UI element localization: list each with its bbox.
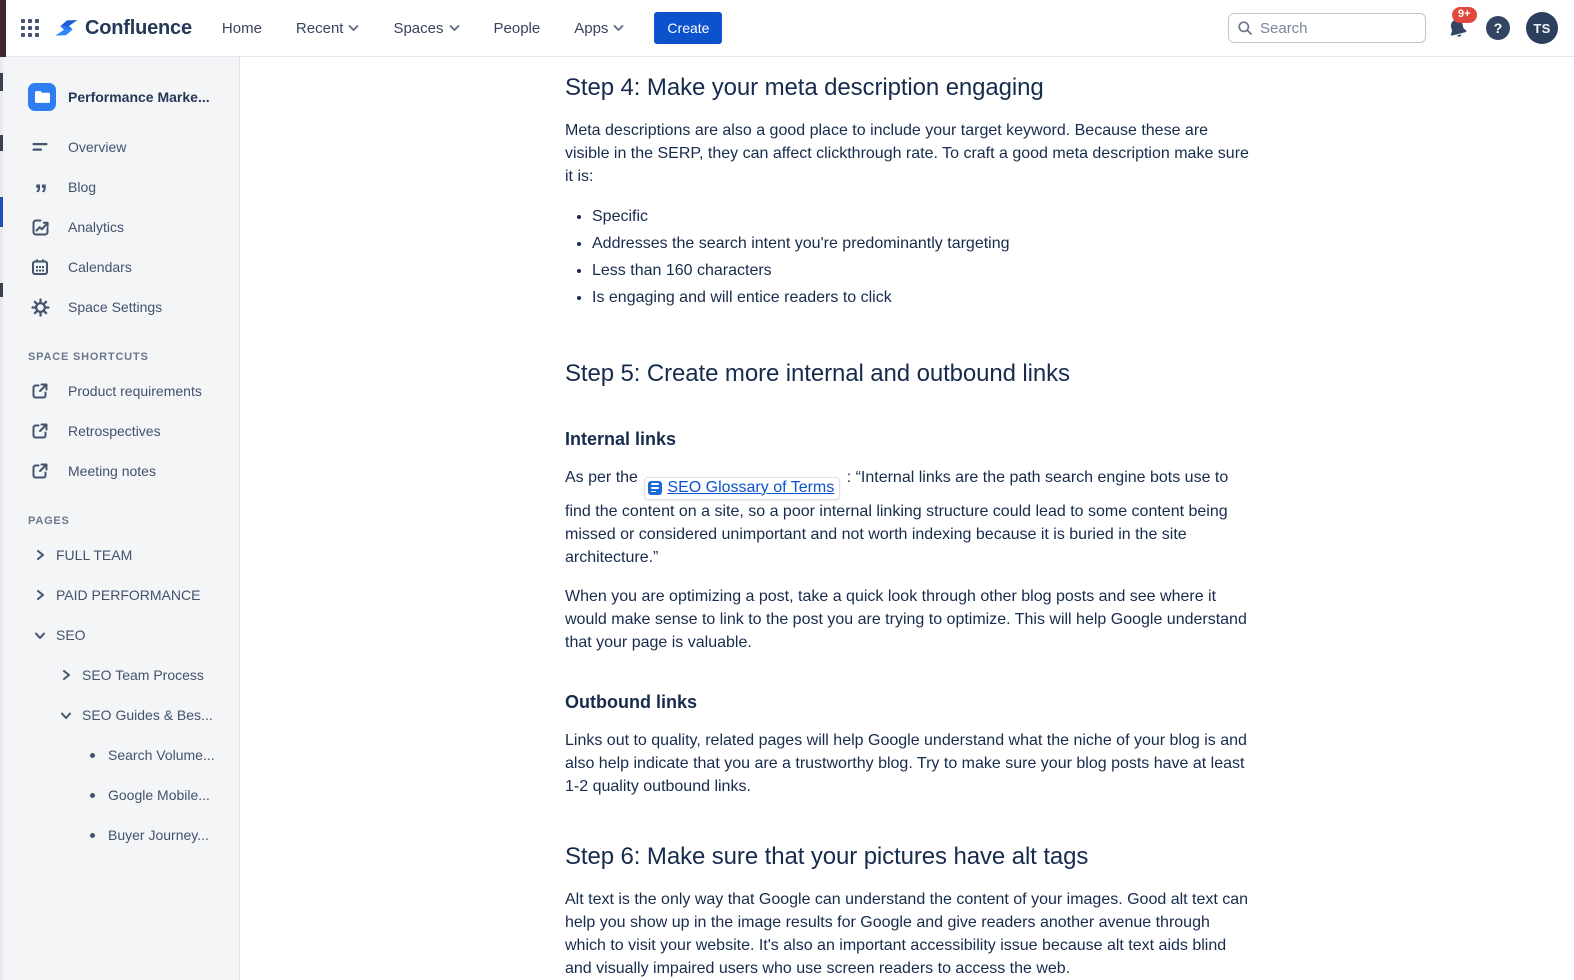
left-edge-fragment — [0, 73, 3, 91]
page-content — [240, 57, 1574, 977]
space-header[interactable] — [0, 83, 239, 111]
avatar-initials: TS — [1533, 20, 1551, 36]
shortcut-label: Meeting notes — [68, 463, 156, 479]
confluence-logo-icon — [54, 17, 79, 39]
page-tree-item-full-team[interactable] — [0, 535, 239, 575]
confluence-logo[interactable] — [54, 17, 192, 40]
notification-badge: 9+ — [1452, 7, 1477, 23]
chevron-down-icon — [449, 24, 460, 32]
bullet-item: • Addresses the search intent you're predominantly targeting — [592, 232, 1255, 255]
shortcut-meeting-notes[interactable] — [0, 451, 239, 491]
page-title: FULL TEAM — [56, 547, 133, 563]
nav-apps-label: Apps — [574, 19, 609, 37]
nav-recent[interactable] — [296, 20, 360, 37]
chevron-down-icon[interactable] — [32, 631, 48, 640]
chevron-right-icon[interactable] — [32, 549, 48, 561]
sidebar-item-blog[interactable] — [0, 167, 239, 207]
internal-links-paragraph-2: When you are optimizing a post, take a quick look through other blog posts and see where it would make sense to link to the post you are trying to optimize. This will help Google understand that your page is valuable. — [565, 587, 1247, 651]
bullet-icon — [84, 753, 100, 758]
sidebar-item-space-settings[interactable] — [0, 287, 239, 327]
page-title: Buyer Journey... — [108, 827, 209, 843]
bullet-item: • Is engaging and will entice readers to click — [592, 286, 1255, 309]
nav-people-label: People — [493, 19, 541, 37]
sidebar-item-label: Analytics — [68, 219, 125, 235]
sidebar-item-label: Overview — [68, 139, 127, 155]
gear-icon — [30, 297, 50, 317]
sidebar-item-calendars[interactable] — [0, 247, 239, 287]
page-title: PAID PERFORMANCE — [56, 587, 201, 603]
nav-home[interactable] — [222, 20, 262, 37]
bullet-item: • Specific — [592, 205, 1255, 228]
seo-glossary-link[interactable] — [644, 477, 840, 500]
align-left-icon — [30, 137, 50, 157]
search-box — [1228, 13, 1426, 43]
top-nav — [0, 0, 1574, 57]
sidebar-item-label: Space Settings — [68, 299, 163, 315]
quote-icon: ” — [34, 178, 46, 209]
chevron-right-icon[interactable] — [58, 669, 74, 681]
page-title: SEO Team Process — [82, 667, 204, 683]
left-edge-artifact — [0, 0, 6, 57]
help-button[interactable] — [1486, 16, 1510, 40]
left-edge-fragment — [0, 197, 3, 227]
step4-heading: Step 4: Make your meta description engaging — [565, 74, 1044, 101]
bullet-icon — [84, 833, 100, 838]
avatar[interactable] — [1526, 12, 1558, 44]
page-tree-item-google-mobile[interactable] — [0, 775, 239, 815]
sidebar-item-label: Blog — [68, 179, 97, 195]
search-icon — [1237, 20, 1253, 36]
nav-home-label: Home — [221, 19, 262, 37]
bullet-item: • Less than 160 characters — [592, 259, 1255, 282]
outbound-links-subheading: Outbound links — [565, 691, 697, 712]
chart-icon — [30, 217, 50, 237]
external-link-icon — [30, 381, 50, 401]
calendar-icon — [30, 257, 50, 277]
chevron-right-icon[interactable] — [32, 589, 48, 601]
internal-links-paragraph — [565, 466, 1255, 569]
bullet-icon — [84, 793, 100, 798]
page-tree-item-paid-performance[interactable] — [0, 575, 239, 615]
space-sidebar — [0, 57, 240, 980]
chevron-down-icon — [613, 24, 624, 32]
space-shortcuts-heading: SPACE SHORTCUTS — [28, 351, 149, 363]
nav-people[interactable] — [494, 20, 541, 37]
internal-links-subheading: Internal links — [565, 429, 677, 449]
page-tree-item-seo-team-process[interactable] — [0, 655, 239, 695]
document-icon — [648, 481, 662, 495]
shortcut-retrospectives[interactable] — [0, 411, 239, 451]
notifications-button[interactable] — [1446, 7, 1471, 40]
step6-heading: Step 6: Make sure that your pictures have alt tags — [565, 842, 1089, 870]
page-title: Search Volume... — [108, 747, 215, 763]
sidebar-item-analytics[interactable] — [0, 207, 239, 247]
create-button[interactable]: Create — [654, 12, 722, 44]
chevron-down-icon — [348, 24, 359, 32]
page-tree-item-search-volume[interactable] — [0, 735, 239, 775]
nav-recent-label: Recent — [295, 19, 344, 37]
page-title: SEO — [56, 627, 86, 643]
nav-spaces[interactable] — [393, 20, 459, 37]
nav-apps[interactable] — [574, 20, 624, 37]
step5-heading: Step 5: Create more internal and outbound links — [565, 360, 1070, 387]
external-link-icon — [30, 421, 50, 441]
step4-intro: Meta descriptions are also a good place to include your target keyword. Because these are visible in the SERP, they can affect clickthrough rate. To craft a good meta description make sure it is: — [565, 122, 1249, 185]
space-folder-icon — [28, 83, 56, 111]
search-input[interactable] — [1260, 20, 1417, 37]
pages-heading: PAGES — [28, 515, 70, 527]
logo-text: Confluence — [85, 16, 192, 39]
primary-nav — [222, 20, 625, 37]
step4-bullet-list — [592, 205, 1255, 309]
link-label: SEO Glossary of Terms — [667, 478, 835, 496]
sidebar-item-label: Calendars — [68, 259, 132, 275]
left-edge-artifact — [0, 57, 3, 980]
page-tree-item-buyer-journey[interactable] — [0, 815, 239, 855]
nav-spaces-label: Spaces — [393, 19, 444, 37]
help-glyph: ? — [1493, 20, 1503, 36]
page-title: SEO Guides & Bes... — [82, 707, 213, 723]
outbound-links-paragraph: Links out to quality, related pages will help Google understand what the niche of your blog is and also help indicate that you are a trustworthy blog. Try to make sure your blog posts have at least 1-2 quality outbound links. — [565, 731, 1247, 795]
sidebar-item-overview[interactable] — [0, 127, 239, 167]
left-edge-fragment — [0, 283, 3, 297]
chevron-down-icon[interactable] — [58, 711, 74, 720]
page-tree-item-seo[interactable] — [0, 615, 239, 655]
shortcut-label: Retrospectives — [68, 423, 161, 439]
page-tree-item-seo-guides[interactable] — [0, 695, 239, 735]
step6-paragraph: Alt text is the only way that Google can understand the content of your images. Good alt text can help you show up in the image results for Google and give readers another avenue through which to visit your website. It's also an important accessibility issue because alt text aids blind and visually impaired users who use screen readers to access the web. — [565, 890, 1249, 977]
external-link-icon — [30, 461, 50, 481]
shortcut-product-requirements[interactable] — [0, 371, 239, 411]
page-title: Google Mobile... — [108, 787, 210, 803]
paragraph-text: : “Internal links are the path search engine bots use to find the content on a site, so a poor internal linking structure could lead to some content being missed or considered unimportant and not worth indexing because it is buried in the site architecture.” — [565, 469, 1229, 566]
left-edge-fragment — [0, 135, 3, 151]
shortcut-label: Product requirements — [68, 383, 202, 399]
app-switcher-icon[interactable] — [20, 18, 40, 38]
paragraph-text: As per the — [565, 469, 638, 486]
space-name: Performance Marke... — [68, 89, 210, 105]
